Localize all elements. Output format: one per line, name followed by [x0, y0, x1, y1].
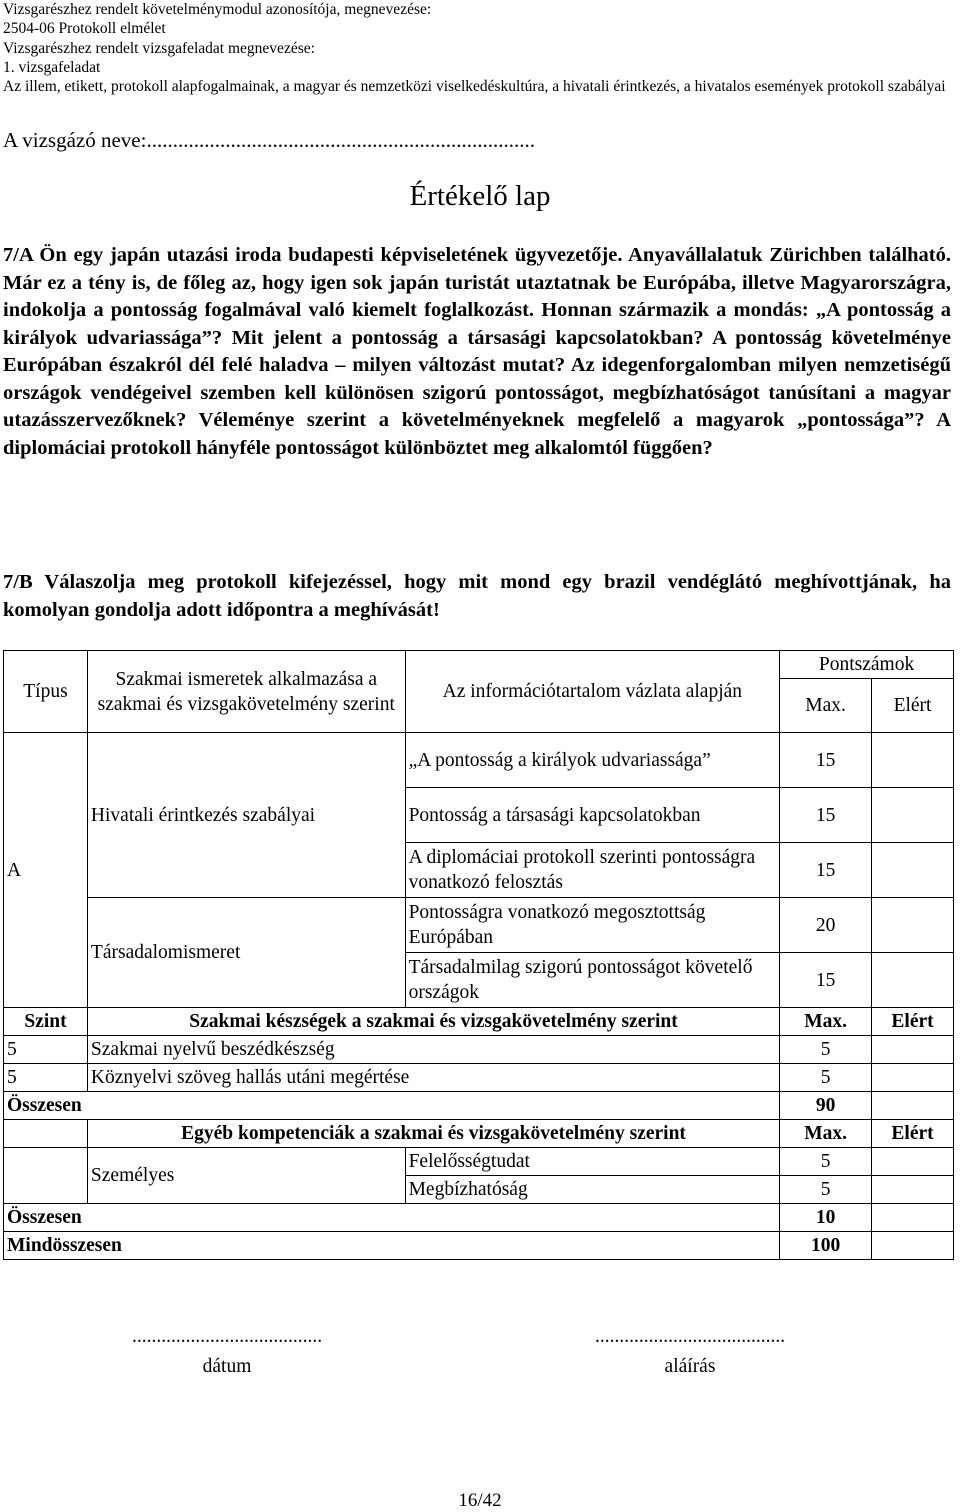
- skill-level: 5: [4, 1064, 88, 1092]
- other-empty: [4, 1148, 88, 1204]
- total-1-label: Összesen: [4, 1092, 780, 1120]
- skill-achieved[interactable]: [872, 1036, 954, 1064]
- row-achieved[interactable]: [872, 788, 954, 843]
- skills-header: Szakmai készségek a szakmai és vizsgakövetelmény szerint: [87, 1008, 779, 1036]
- skill-max: 5: [780, 1064, 872, 1092]
- total-1-achieved[interactable]: [872, 1092, 954, 1120]
- evaluation-table: [3, 650, 954, 1260]
- row-max: 15: [780, 788, 872, 843]
- row-max: 15: [780, 843, 872, 898]
- task-7a: [3, 242, 951, 462]
- col-outline: Az információtartalom vázlata alapján: [405, 651, 780, 733]
- grand-total-value: 100: [780, 1232, 872, 1260]
- other-achieved: Elért: [872, 1120, 954, 1148]
- row-text: Pontosság a társasági kapcsolatokban: [405, 788, 780, 843]
- task-7b-text: 7/B Válaszolja meg protokoll kifejezéssel, hogy mit mond egy brazil vendéglátó meghívottjának, ha komolyan gondolja adott időpontra a meghívását!: [3, 571, 951, 621]
- skill-achieved[interactable]: [872, 1064, 954, 1092]
- row-text: A diplomáciai protokoll szerinti pontosságra vonatkozó felosztás: [405, 843, 780, 898]
- skill-text: Szakmai nyelvű beszédkészség: [87, 1036, 779, 1064]
- row-achieved[interactable]: [872, 843, 954, 898]
- date-label: dátum: [202, 1356, 252, 1377]
- row-achieved[interactable]: [872, 953, 954, 1008]
- row-max: 20: [780, 898, 872, 953]
- col-type: Típus: [4, 651, 88, 733]
- grand-total-achieved[interactable]: [872, 1232, 954, 1260]
- page-title: Értékelő lap: [409, 180, 551, 212]
- other-header: Egyéb kompetenciák a szakmai és vizsgakövetelmény szerint: [87, 1120, 779, 1148]
- row-text: Társadalmilag szigorú pontosságot követelő országok: [405, 953, 780, 1008]
- row-achieved[interactable]: [872, 898, 954, 953]
- type-a: A: [4, 733, 88, 1008]
- col-points: Pontszámok: [780, 651, 954, 679]
- skills-level-header: Szint: [4, 1008, 88, 1036]
- other-achieved-value[interactable]: [872, 1176, 954, 1204]
- row-text: „A pontosság a királyok udvariassága”: [405, 733, 780, 788]
- grand-total-label: Mindösszesen: [4, 1232, 780, 1260]
- col-knowledge: Szakmai ismeretek alkalmazása a szakmai és vizsgakövetelmény szerint: [87, 651, 405, 733]
- skill-text: Köznyelvi szöveg hallás utáni megértése: [87, 1064, 779, 1092]
- other-max-value: 5: [780, 1176, 872, 1204]
- skill-level: 5: [4, 1036, 88, 1064]
- other-text: Megbízhatóság: [405, 1176, 780, 1204]
- total-2-achieved[interactable]: [872, 1204, 954, 1232]
- row-text: Pontosságra vonatkozó megosztottság Európában: [405, 898, 780, 953]
- signature-dots[interactable]: .......................................: [594, 1326, 786, 1347]
- module-label: Vizsgarészhez rendelt követelménymodul azonosítója, megnevezése:: [3, 1, 432, 18]
- group-official: Hivatali érintkezés szabályai: [87, 733, 405, 898]
- skill-max: 5: [780, 1036, 872, 1064]
- date-dots[interactable]: .......................................: [131, 1326, 323, 1347]
- module-name: 2504-06 Protokoll elmélet: [3, 20, 166, 38]
- total-1-value: 90: [780, 1092, 872, 1120]
- task-name: Az illem, etikett, protokoll alapfogalmainak, a magyar és nemzetközi viselkedéskultúra, a hivatali érintkezés, a hivatalos események protokoll szabályai: [3, 78, 946, 96]
- task-7b: [3, 569, 951, 624]
- date-signature: [82, 1322, 372, 1382]
- other-max-value: 5: [780, 1148, 872, 1176]
- other-empty: [4, 1120, 88, 1148]
- examinee-name-field: A vizsgázó neve:..........................................................................: [3, 128, 535, 152]
- row-max: 15: [780, 733, 872, 788]
- skills-achieved: Elért: [872, 1008, 954, 1036]
- signature-label: aláírás: [664, 1356, 716, 1377]
- page-number: 16/42: [458, 1490, 502, 1511]
- row-achieved[interactable]: [872, 733, 954, 788]
- personal-label: Személyes: [87, 1148, 405, 1204]
- other-max: Max.: [780, 1120, 872, 1148]
- task-number: 1. vizsgafeladat: [3, 58, 101, 76]
- task-7a-text: 7/A Ön egy japán utazási iroda budapesti képviseletének ügyvezetője. Anyavállalatuk Zürichben található. Már ez a tény is, de főleg az, hogy igen sok japán turistát utaztatnak be Európába, illetve Magyarországra, indokolja a pontosság fogalmával való kiemelt foglalkozást. Honnan származik a mondás: „A pontosság a királyok udvariassága”? Mit jelent a pontosság a társasági kapcsolatokban? A pontosság követelménye Európában északról dél felé haladva – milyen változást mutat? Az idegenforgalomban milyen nemzetiségű országok vendégeivel szemben kell különösen szigorú pontosságot, megbízhatóságot tanúsítani a magyar utazásszervezőknek? Véleménye szerint a követelményeknek megfelelő a magyarok „pontossága”? A diplomáciai protokoll hányféle pontosságot különböztet meg alkalomtól függően?: [3, 244, 951, 459]
- other-text: Felelősségtudat: [405, 1148, 780, 1176]
- signature-block: [545, 1322, 835, 1382]
- total-2-label: Összesen: [4, 1204, 780, 1232]
- col-max: Max.: [780, 679, 872, 733]
- skills-max: Max.: [780, 1008, 872, 1036]
- col-achieved: Elért: [872, 679, 954, 733]
- total-2-value: 10: [780, 1204, 872, 1232]
- row-max: 15: [780, 953, 872, 1008]
- task-label: Vizsgarészhez rendelt vizsgafeladat megnevezése:: [3, 39, 315, 57]
- group-society: Társadalomismeret: [87, 898, 405, 1008]
- document-header: [3, 0, 953, 96]
- other-achieved-value[interactable]: [872, 1148, 954, 1176]
